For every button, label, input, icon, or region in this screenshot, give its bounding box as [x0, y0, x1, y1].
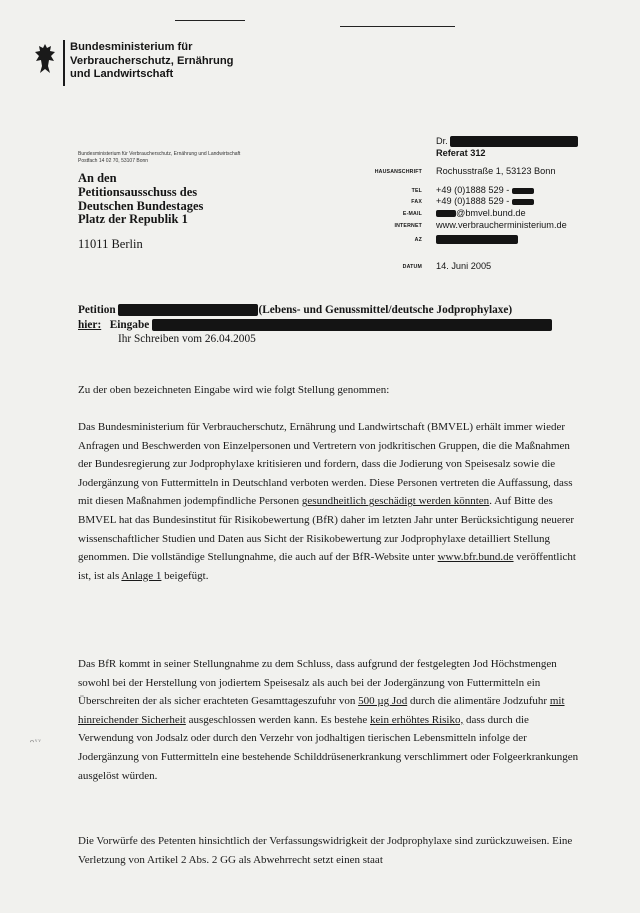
hausanschrift-label: HAUSANSCHRIFT — [374, 169, 422, 175]
redaction-bar — [512, 199, 534, 205]
ministry-line: Verbraucherschutz, Ernährung — [70, 54, 234, 67]
fax-value — [436, 196, 534, 206]
p2-text: ausgeschlossen werden kann. Es bestehe — [185, 713, 371, 726]
tel-value — [436, 185, 534, 195]
referat: Referat 312 — [436, 148, 486, 158]
eingabe-label: Eingabe — [109, 318, 150, 331]
top-rule-left — [175, 20, 245, 21]
recipient-line: Deutschen Bundestages — [78, 198, 204, 213]
p1-text: . Auf Bitte des BMVEL hat das Bundesinstitut für Risikobewertung (BfR) daher im letzten Jahr unter Berücksichtigung neuerer wissenschaftlicher Studien und Daten aus Sicht der Risikobewertung zur Jodprophylaxe detailliert Stellung genommen. Die vollständige Stellungnahme, die auch auf der BfR-Website unter — [78, 495, 575, 564]
margin-mark: ᴖᵛᵛ — [30, 737, 42, 746]
tel-label: TEL — [411, 188, 422, 194]
meta-internet-row — [356, 220, 626, 233]
redaction-bar — [512, 188, 534, 194]
subject-line-eingabe — [78, 318, 598, 333]
subject-line-schreiben: Ihr Schreiben vom 26.04.2005 — [118, 333, 256, 345]
paragraph-1 — [78, 418, 584, 585]
subject-block — [78, 303, 598, 347]
p2-underline: kein erhöhtes Risiko, — [370, 713, 464, 726]
recipient-line: Petitionsausschuss des — [78, 184, 198, 199]
sender-line: Bundesministerium für Verbraucherschutz, Ernährung und Landwirtschaft — [78, 151, 241, 157]
p2-text: dass durch die Verwendung von Jodsalz oder durch den Verzehr von jodhaltigen tierischen Lebensmitteln infolge der Jodergänzung von Futtermitteln eine bestehende Schilddrüsenerkrankung verschlimmert oder Folgeerkrankungen ausgelöst würden. — [78, 713, 579, 782]
meta-referat-row — [356, 148, 626, 161]
p2-underline: mit hinreichender Sicherheit — [78, 695, 565, 726]
tel-number: +49 (0)1888 529 - — [436, 185, 510, 195]
email-value — [436, 208, 526, 218]
hier-label: hier: — [78, 318, 102, 331]
recipient-line: Platz der Republik 1 — [78, 212, 188, 227]
recipient-address — [78, 172, 298, 227]
fax-number: +49 (0)1888 529 - — [436, 196, 510, 206]
az-value — [436, 234, 518, 244]
bfr-website-link[interactable]: www.bfr.bund.de — [437, 551, 514, 564]
email-domain: @bmvel.bund.de — [456, 208, 526, 218]
fax-label: FAX — [411, 199, 422, 205]
p1-underline: gesundheitlich geschädigt werden könnten — [301, 495, 490, 508]
redaction-bar — [436, 210, 456, 217]
meta-date-row — [356, 261, 626, 274]
datum-label: DATUM — [402, 264, 422, 270]
email-label: E-MAIL — [402, 211, 422, 217]
recipient-city: 11011 Berlin — [78, 237, 143, 251]
redaction-bar — [118, 304, 258, 316]
ministry-name — [70, 41, 280, 82]
anlage-reference: Anlage 1 — [121, 569, 162, 582]
contact-name — [436, 136, 578, 147]
datum-value: 14. Juni 2005 — [436, 261, 492, 271]
ministry-line: Bundesministerium für — [70, 41, 193, 53]
p2-text: Das BfR kommt in seiner Stellungnahme zu dem Schluss, dass aufgrund der festgelegten Jod Höchstmengen sowohl bei der Herstellung von jodiertem Speisesalz als auch bei der Jodergänzung von Futtermitteln ein Überschreiten der als sicher erachteten Gesamttageszufuhr von — [78, 658, 557, 708]
p2-text: durch die alimentäre Jodzufuhr — [407, 695, 550, 708]
letterhead-divider — [63, 40, 65, 86]
sender-return-address — [78, 151, 308, 164]
subject-line-petition — [78, 303, 598, 318]
redaction-bar — [152, 319, 552, 331]
name-prefix: Dr. — [436, 136, 448, 146]
petition-topic: (Lebens- und Genussmittel/deutsche Jodprophylaxe) — [258, 304, 513, 316]
sender-line: Postfach 14 02 70, 53107 Bonn — [78, 157, 149, 164]
paragraph-2 — [78, 655, 584, 785]
hausanschrift: Rochusstraße 1, 53123 Bonn — [436, 166, 556, 176]
intro-paragraph: Zu der oben bezeichneten Eingabe wird wie folgt Stellung genommen: — [78, 384, 390, 396]
internet-value: www.verbraucherministerium.de — [436, 220, 567, 230]
meta-az-row — [356, 234, 626, 247]
recipient-line: An den — [78, 171, 117, 185]
ministry-line: und Landwirtschaft — [70, 68, 174, 80]
meta-address-row — [356, 166, 626, 179]
p1-text: Das Bundesministerium für Verbraucherschutz, Ernährung und Landwirtschaft (BMVEL) erhält immer wieder Anfragen und Beschwerden von Einzelpersonen und Vertretern von jodkritischen Gruppen, die die Maßnahmen der Bundesregierung zur Jodprophylaxe kritisieren und fordern, dass die Jodierung von Speisesalz sowie die Jodergänzung von Futtermitteln in Deutschland verboten werden. Diese Personen vertreten die Auffassung, dass mit diesen Maßnahmen jodempfindliche Personen — [78, 421, 573, 508]
internet-label: INTERNET — [394, 223, 422, 229]
p1-text: veröffentlicht ist, ist als — [78, 551, 576, 582]
p1-text: beigefügt. — [161, 569, 209, 582]
redaction-bar — [450, 136, 578, 147]
petition-label: Petition — [78, 304, 116, 316]
az-label: AZ — [414, 237, 422, 243]
p2-underline: 500 µg Jod — [358, 695, 408, 708]
paragraph-3: Die Vorwürfe des Petenten hinsichtlich der Verfassungswidrigkeit der Jodprophylaxe sind zurückzuweisen. Eine Verletzung von Artikel 2 Abs. 2 GG als Abwehrrecht setzt einen staat — [78, 835, 573, 866]
redaction-bar — [436, 235, 518, 244]
federal-eagle-icon — [34, 42, 56, 76]
top-rule-right — [340, 26, 455, 27]
